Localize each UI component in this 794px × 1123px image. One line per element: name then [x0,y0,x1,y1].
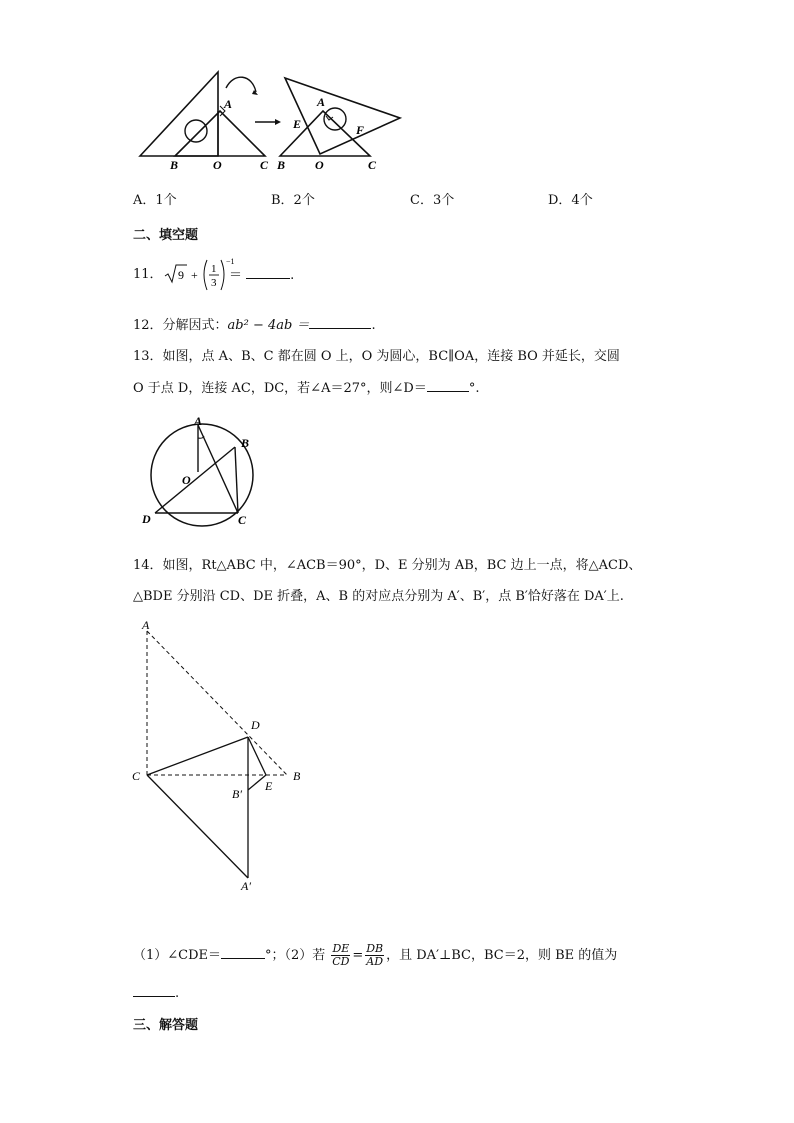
fig10-label: O [213,158,222,172]
right-circle [324,108,346,130]
q14-sub1: （1）∠CDE＝ [133,948,222,963]
q14-sub1-end: °；（2）若 [265,948,326,963]
fig10-label: C [260,158,269,172]
option-a: A．1个 [133,193,177,208]
q14-end: . [175,986,180,1001]
q11-equals: ＝ [229,268,243,283]
answer-blank[interactable] [309,316,371,329]
q11-end: . [290,268,295,283]
svg-text:1: 1 [211,263,217,275]
fig10-label: E [293,117,302,131]
q11-tail [229,266,294,285]
fig14-label: B [293,769,301,783]
q14-subquestions: （1）∠CDE＝ °；（2）若 $\frac{DE}{CD}$ = $\frac{DB}{AD}$ ，且 DA′⊥BC，BC＝2，则 BE 的值为 [133,942,618,968]
svg-text:−1: −1 [226,257,235,266]
q14-line1: 14．如图，Rt△ABC 中，∠ACB＝90°，D、E 分别为 AB，BC 边上一点，将△ACD、 [133,558,642,573]
q13-line2 [133,379,479,398]
fig10-label: C [368,158,377,172]
section-title: 二、填空题 [133,228,199,243]
left-set-square [140,72,218,156]
svg-text:9: 9 [178,268,184,282]
fig10-label: F [356,123,365,137]
q12-expression: ab² − 4ab ＝ [227,318,310,333]
q11-number: 11． [133,267,163,282]
q13-line1: 13．如图，点 A、B、C 都在圆 O 上，O 为圆心，BC∥OA，连接 BO 并延长，交圆 [133,349,620,364]
q12 [133,316,376,335]
fig10-label: B [170,158,179,172]
q13-line2-text: O 于点 D，连接 AC，DC，若∠A＝27°，则∠D＝ [133,381,427,396]
answer-blank[interactable] [246,266,290,279]
q13-line2-end: °. [468,381,480,396]
fig10-label: A [224,97,233,111]
answer-blank[interactable] [427,379,469,392]
q13-figure [138,412,264,530]
fraction-db-ad: $\frac{DB}{AD}$ [366,942,384,968]
q14-figure [128,614,308,894]
left-circle [185,120,207,142]
q14-answer-line [133,984,179,1003]
q10-figure [130,66,420,178]
fig14-label: E [265,779,273,793]
fig10-label: B [277,158,286,172]
fig10-label: O [315,158,324,172]
answer-blank[interactable] [133,984,175,997]
fraction-de-cd: $\frac{DE}{CD}$ [332,942,350,968]
fig13-label: A [194,414,203,428]
left-right-triangle [175,111,265,156]
svg-text:+: + [191,268,198,282]
fig10-label: A [317,95,326,109]
q11 [133,266,163,284]
q14-line2: △BDE 分别沿 CD、DE 折叠，A、B 的对应点分别为 A′、B′，点 B′恰好落在 DA′上. [133,589,624,604]
answer-blank[interactable] [221,946,265,959]
q12-end: . [371,318,376,333]
q14-sub2-tail: ，且 DA′⊥BC，BC＝2，则 BE 的值为 [386,948,618,963]
fig14-label: A′ [241,879,251,893]
fig13-label: B [241,436,250,450]
section-title: 三、解答题 [133,1018,199,1033]
fig14-label: D [251,718,260,732]
rotation-arrow [226,77,256,92]
right-set-square [285,78,400,154]
fig13-label: C [238,513,247,527]
q12-text: 12．分解因式： [133,318,228,333]
fig13-label: D [142,512,151,526]
svg-text:3: 3 [211,277,217,289]
fig14-label: A [142,618,150,632]
fig14-label: C [132,769,141,783]
fig13-label: O [182,473,191,487]
option-b: B．2个 [271,193,315,208]
option-d: D．4个 [548,193,593,208]
fig14-label: B′ [232,787,242,801]
option-c: C．3个 [410,193,455,208]
